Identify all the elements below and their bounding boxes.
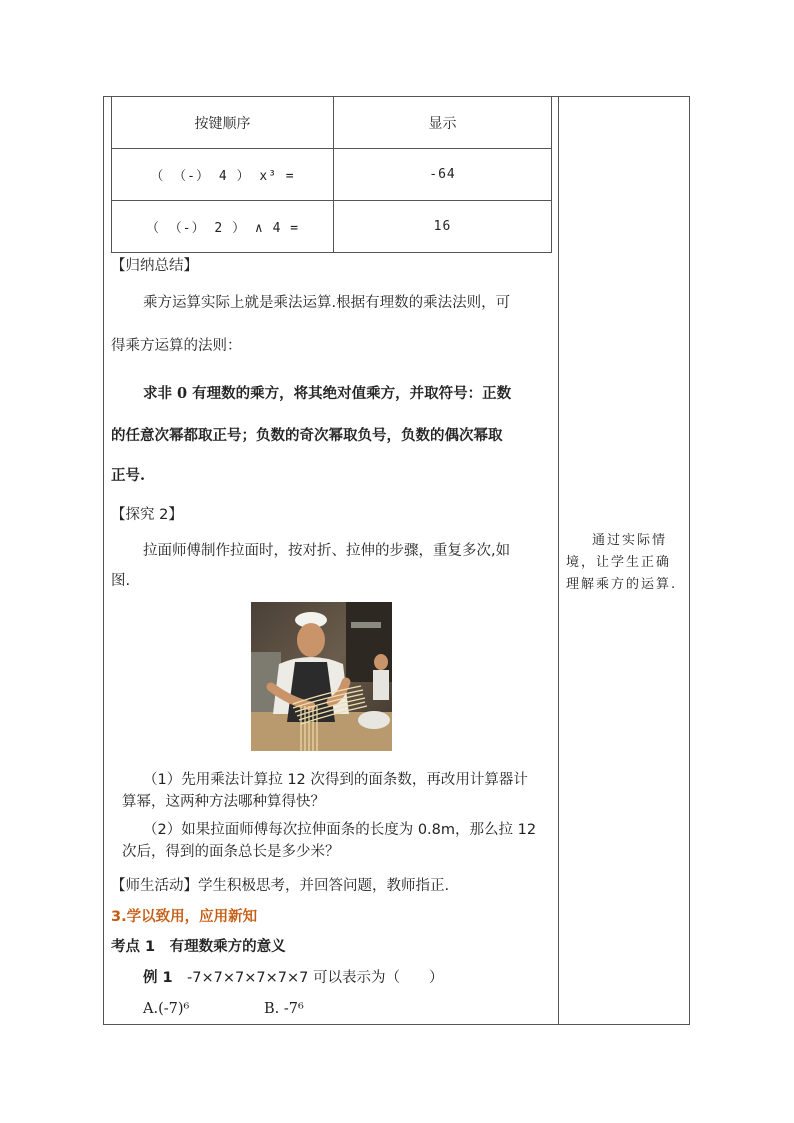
question-1-line: （1）先用乘法计算拉 12 次得到的面条数，再改用计算器计 — [143, 772, 528, 788]
explore-heading: 【探究 2】 — [111, 507, 183, 523]
explore-text-line: 拉面师傅制作拉面时，按对折、拉伸的步骤，重复多次,如 — [143, 543, 511, 559]
explore-text-line: 图. — [111, 573, 131, 589]
example-text: -7×7×7×7×7×7 可以表示为（ ） — [187, 970, 444, 986]
section-heading: 3.学以致用，应用新知 — [111, 909, 258, 925]
rule-line: 的任意次幂都取正号；负数的奇次幂取负号，负数的偶次幂取 — [111, 427, 503, 444]
option-b: B. -7⁶ — [264, 1001, 304, 1017]
column-divider — [558, 96, 559, 1025]
calculator-key-table — [111, 96, 552, 253]
question-2-line: 次后，得到的面条总长是多少米？ — [122, 844, 340, 860]
example-label: 例 1 — [143, 970, 173, 986]
knowledge-point-heading: 考点 1 有理数乘方的意义 — [111, 939, 286, 955]
header-key-sequence: 按键顺序 — [112, 97, 334, 149]
question-2-line: （2）如果拉面师傅每次拉伸面条的长度为 0.8m，那么拉 12 — [143, 822, 537, 838]
question-1-line: 算幂，这两种方法哪种算得快？ — [122, 794, 325, 810]
summary-paragraph-line: 乘方运算实际上就是乘法运算.根据有理数的乘法法则，可 — [143, 295, 511, 311]
table-row — [112, 201, 552, 253]
key-sequence-cell: （ （-） 4 ） x³ = — [112, 149, 334, 201]
rule-line: 求非 0 有理数的乘方，将其绝对值乘方，并取符号：正数 — [143, 385, 512, 402]
summary-heading: 【归纳总结】 — [111, 258, 198, 274]
option-a: A.(-7)⁶ — [143, 1001, 190, 1017]
display-cell: 16 — [334, 201, 552, 253]
noodle-chef-photo — [251, 602, 392, 751]
design-intent-note — [566, 530, 684, 596]
rule-line: 正号. — [111, 467, 146, 484]
header-display: 显示 — [334, 97, 552, 149]
summary-paragraph-line: 得乘方运算的法则： — [111, 338, 242, 354]
table-row — [112, 149, 552, 201]
design-intent-text: 通过实际情境，让学生正确理解乘方的运算. — [566, 533, 678, 592]
table-header-row — [112, 97, 552, 149]
teacher-student-activity: 【师生活动】学生积极思考，并回答问题，教师指正. — [111, 878, 450, 894]
key-sequence-cell: （ （-） 2 ） ∧ 4 = — [112, 201, 334, 253]
display-cell: -64 — [334, 149, 552, 201]
